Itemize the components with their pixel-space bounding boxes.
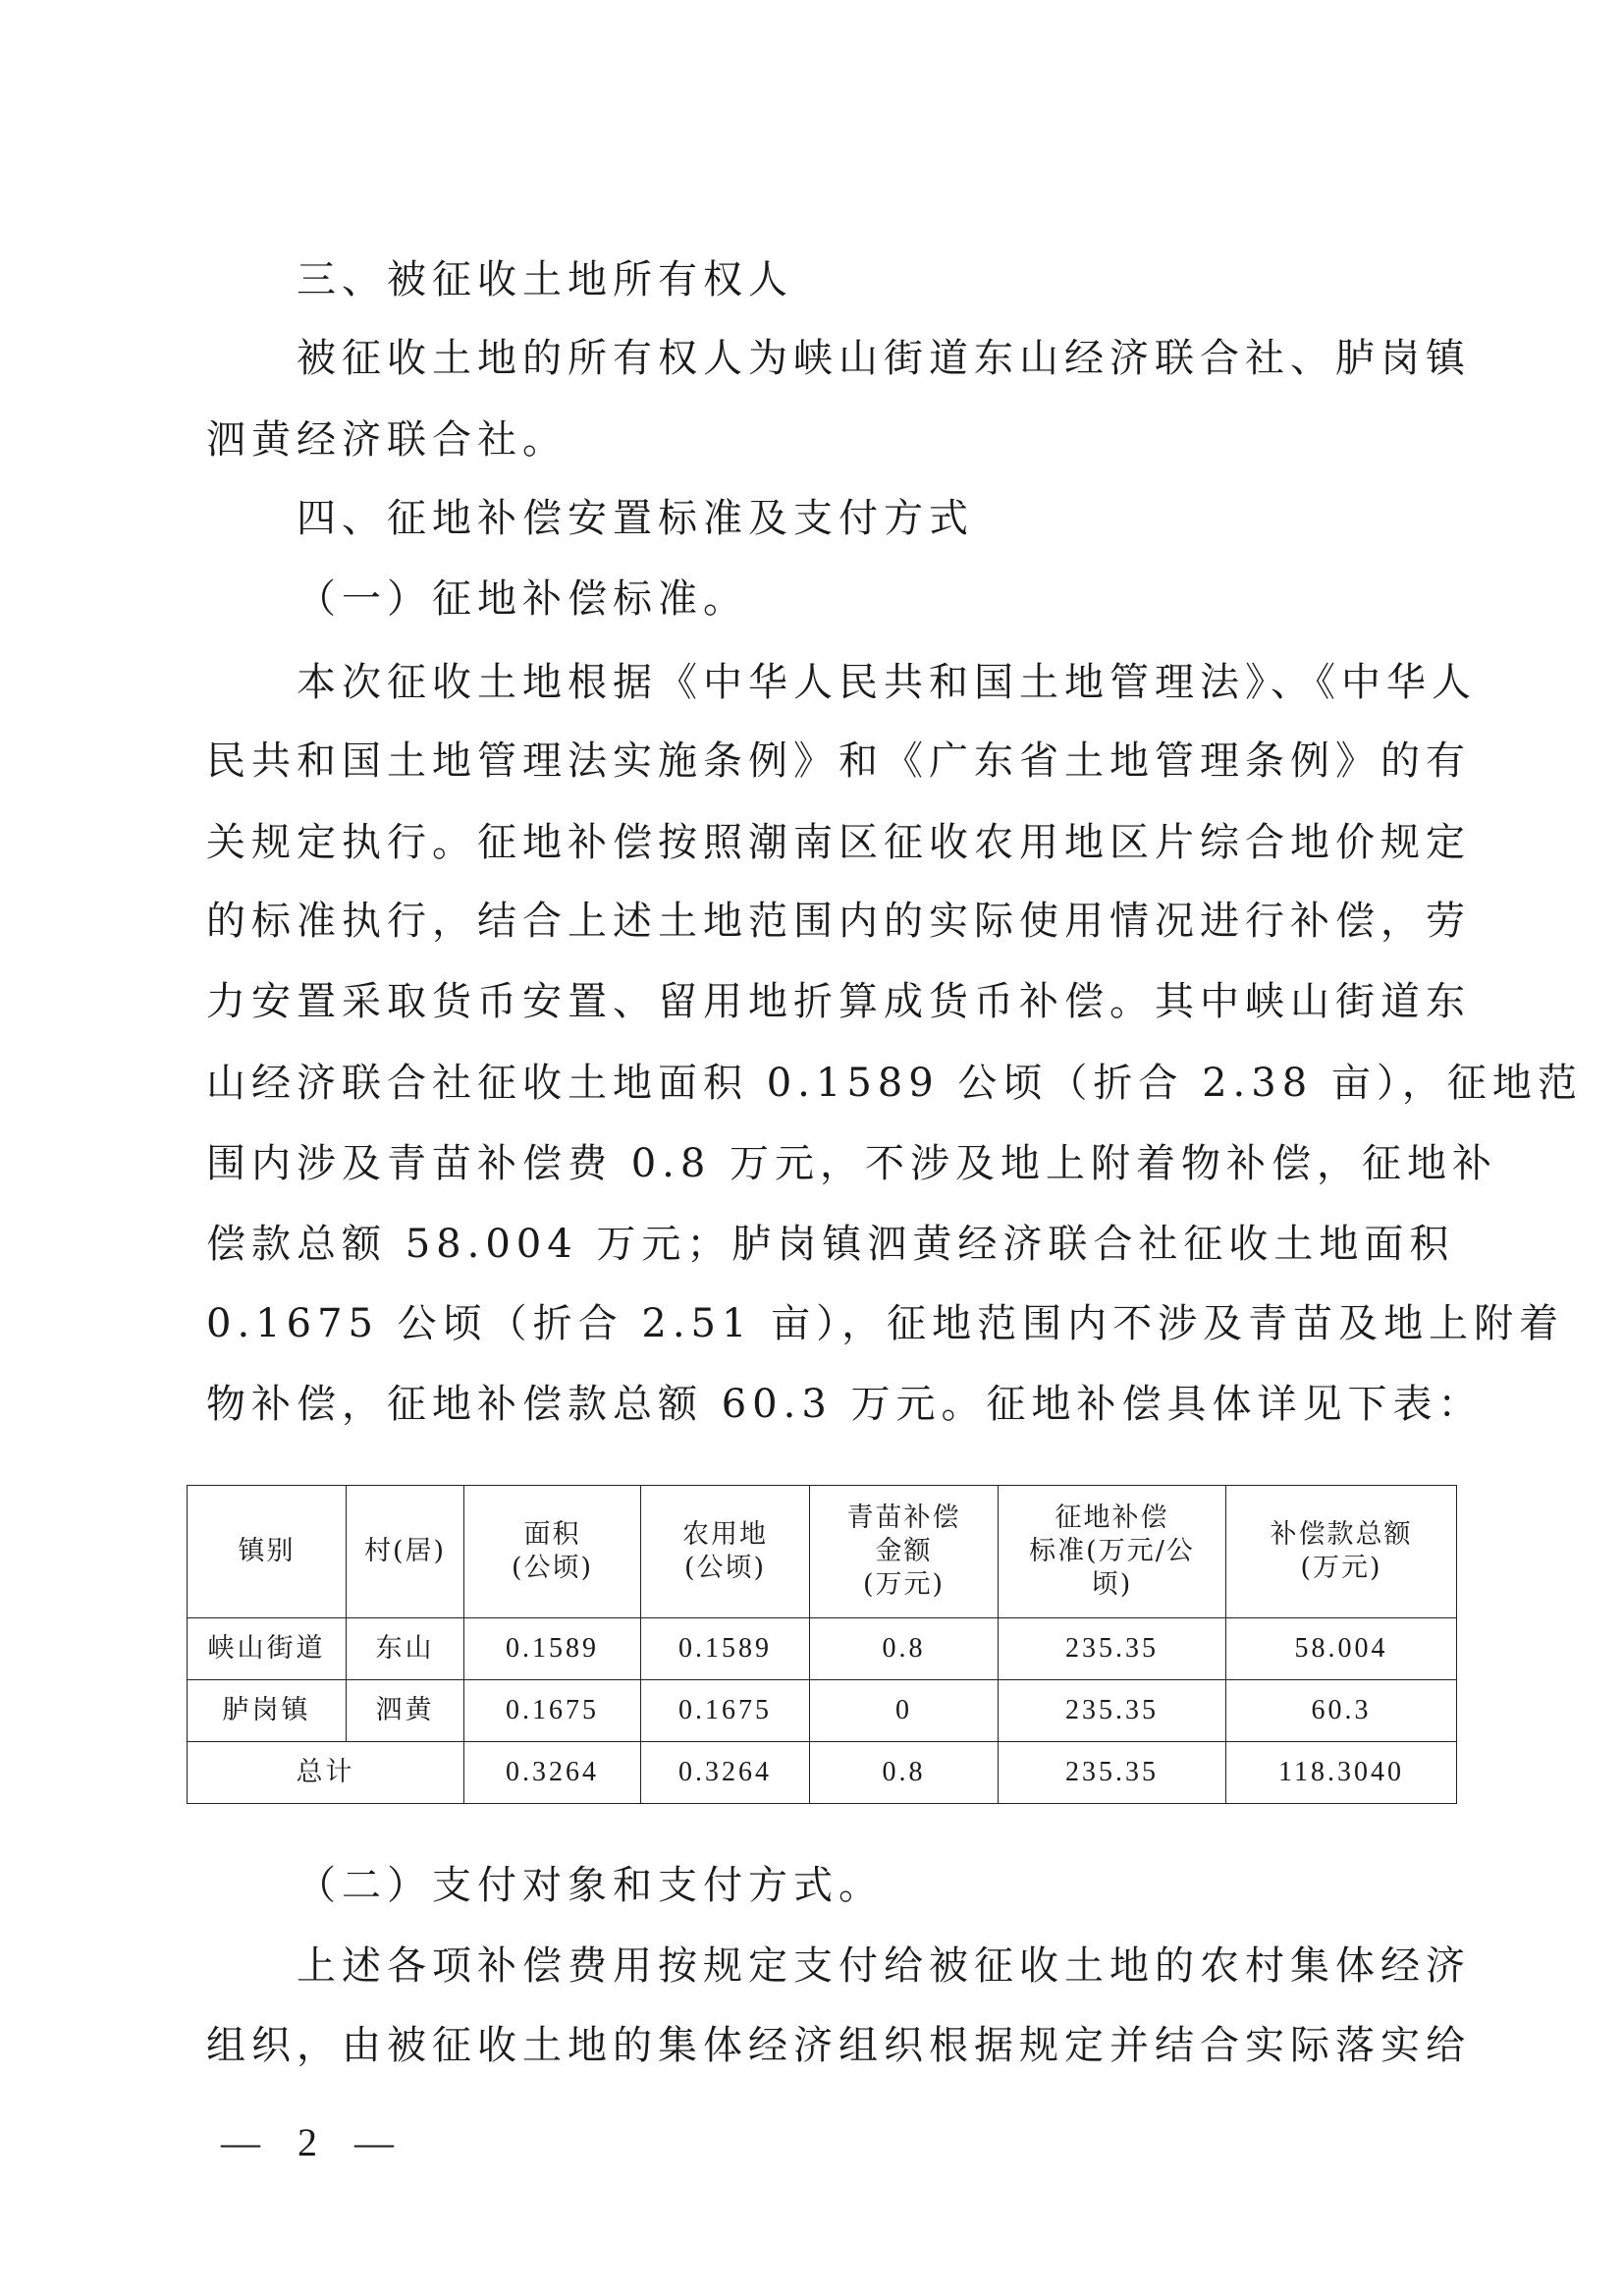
- cell-total: 58.004: [1226, 1618, 1457, 1680]
- standard-paragraph-line: 力安置采取货币安置、留用地折算成货币补偿。其中峡山街道东: [206, 979, 1471, 1024]
- table-total-row: [188, 1742, 1457, 1804]
- page-number: — 2 —: [221, 2120, 407, 2164]
- subheading-payment: （二）支付对象和支付方式。: [297, 1863, 884, 1908]
- payment-paragraph-line: 组织，由被征收土地的集体经济组织根据规定并结合实际落实给: [206, 2023, 1471, 2068]
- standard-paragraph-line: 山经济联合社征收土地面积 0.1589 公顷（折合 2.38 亩），征地范: [206, 1061, 1583, 1106]
- cell-total-crop-compensation: 0.8: [810, 1742, 999, 1804]
- payment-paragraph-line: 上述各项补偿费用按规定支付给被征收土地的农村集体经济: [297, 1943, 1471, 1989]
- table-row: [188, 1680, 1457, 1742]
- owner-paragraph-line: 泗黄经济联合社。: [206, 417, 568, 463]
- cell-total-label: 总计: [188, 1742, 464, 1804]
- standard-paragraph-line: 民共和国土地管理法实施条例》和《广东省土地管理条例》的有: [206, 738, 1471, 784]
- standard-paragraph-line: 围内涉及青苗补偿费 0.8 万元，不涉及地上附着物补偿，征地补: [206, 1141, 1498, 1186]
- cell-crop-compensation: 0: [810, 1680, 999, 1742]
- standard-paragraph-line: 本次征收土地根据《中华人民共和国土地管理法》、《中华人: [297, 660, 1477, 705]
- header-total: 补偿款总额 (万元): [1226, 1486, 1457, 1618]
- section-heading-owner: 三、被征收土地所有权人: [297, 257, 793, 302]
- cell-total-farmland: 0.3264: [641, 1742, 810, 1804]
- standard-paragraph-line: 偿款总额 58.004 万元；胪岗镇泗黄经济联合社征收土地面积: [206, 1222, 1455, 1267]
- compensation-table: [187, 1485, 1457, 1804]
- cell-standard: 235.35: [999, 1680, 1226, 1742]
- cell-total: 60.3: [1226, 1680, 1457, 1742]
- cell-crop-compensation: 0.8: [810, 1618, 999, 1680]
- header-area: 面积 (公顷): [464, 1486, 641, 1618]
- cell-total-standard: 235.35: [999, 1742, 1226, 1804]
- header-farmland: 农用地 (公顷): [641, 1486, 810, 1618]
- cell-village: 东山: [347, 1618, 464, 1680]
- header-standard: 征地补偿 标准(万元/公 顷): [999, 1486, 1226, 1618]
- owner-paragraph-line: 被征收土地的所有权人为峡山街道东山经济联合社、胪岗镇: [297, 336, 1471, 381]
- standard-paragraph-line: 的标准执行，结合上述土地范围内的实际使用情况进行补偿，劳: [206, 899, 1471, 944]
- subheading-standard: （一）征地补偿标准。: [297, 576, 748, 622]
- header-crop-compensation: 青苗补偿 金额 (万元): [810, 1486, 999, 1618]
- cell-standard: 235.35: [999, 1618, 1226, 1680]
- table-header-row: [188, 1486, 1457, 1618]
- section-heading-compensation: 四、征地补偿安置标准及支付方式: [297, 496, 974, 541]
- standard-paragraph-line: 0.1675 公顷（折合 2.51 亩），征地范围内不涉及青苗及地上附着: [206, 1301, 1565, 1346]
- cell-town: 胪岗镇: [188, 1680, 347, 1742]
- cell-total-area: 0.3264: [464, 1742, 641, 1804]
- cell-grand-total: 118.3040: [1226, 1742, 1457, 1804]
- cell-village: 泗黄: [347, 1680, 464, 1742]
- cell-area: 0.1675: [464, 1680, 641, 1742]
- cell-town: 峡山街道: [188, 1618, 347, 1680]
- table-row: [188, 1618, 1457, 1680]
- cell-farmland: 0.1675: [641, 1680, 810, 1742]
- header-village: 村(居): [347, 1486, 464, 1618]
- header-town: 镇别: [188, 1486, 347, 1618]
- cell-farmland: 0.1589: [641, 1618, 810, 1680]
- standard-paragraph-line: 关规定执行。征地补偿按照潮南区征收农用地区片综合地价规定: [206, 820, 1471, 865]
- cell-area: 0.1589: [464, 1618, 641, 1680]
- standard-paragraph-line: 物补偿，征地补偿款总额 60.3 万元。征地补偿具体详见下表：: [206, 1382, 1484, 1427]
